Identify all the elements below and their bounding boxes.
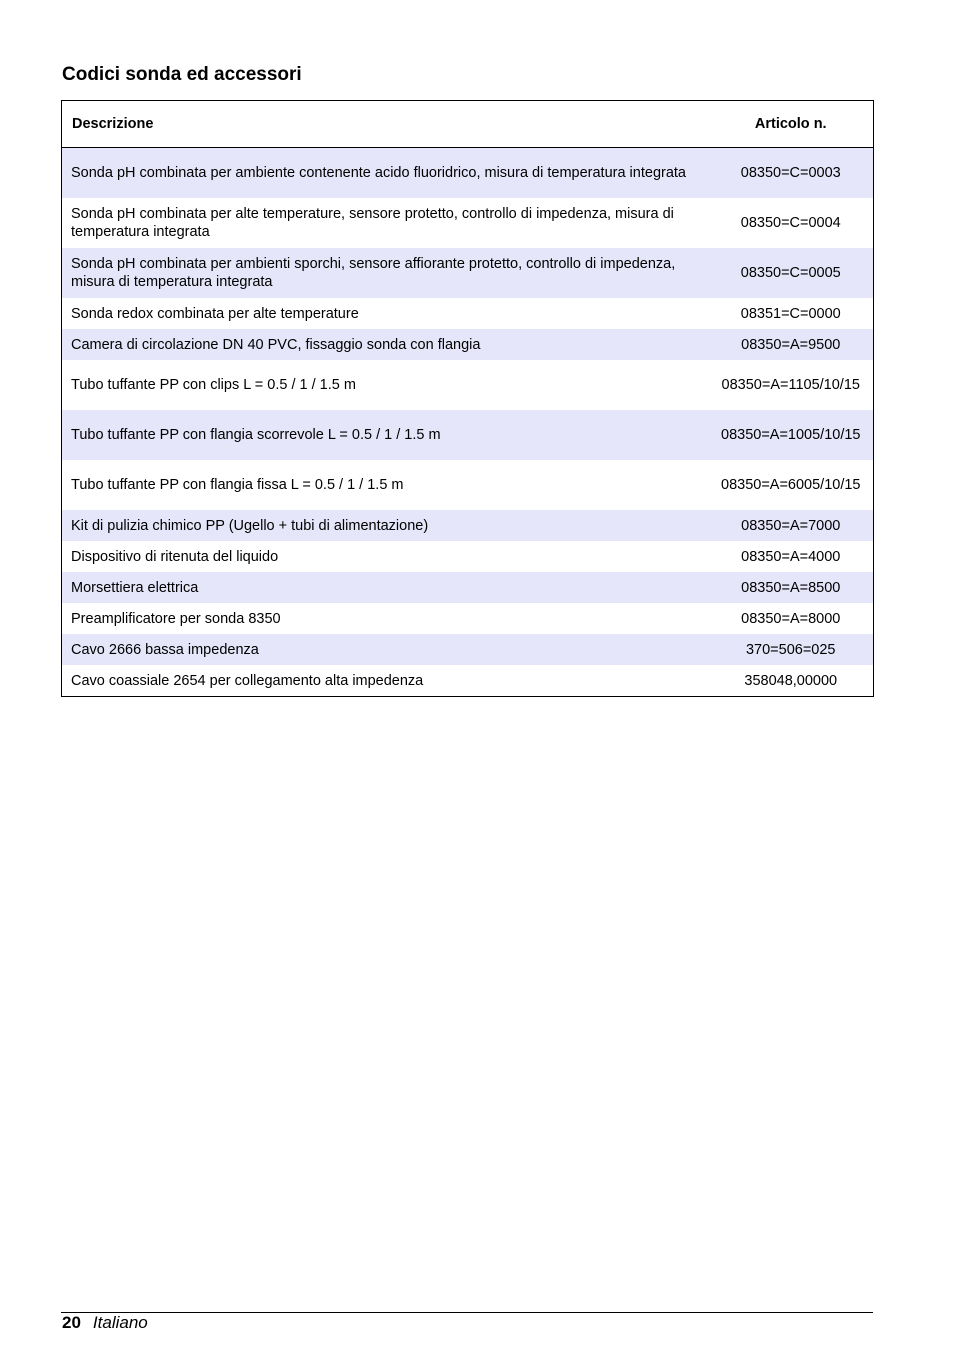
row-description: Preamplificatore per sonda 8350 xyxy=(62,603,709,634)
table-row xyxy=(62,198,874,248)
row-article-number: 08350=C=0004 xyxy=(709,198,874,248)
row-description: Tubo tuffante PP con flangia fissa L = 0.5 / 1 / 1.5 m xyxy=(62,460,709,510)
row-description: Tubo tuffante PP con flangia scorrevole L = 0.5 / 1 / 1.5 m xyxy=(62,410,709,460)
row-article-number: 08350=A=9500 xyxy=(709,329,874,360)
row-article-number: 08350=A=8500 xyxy=(709,572,874,603)
row-description: Cavo 2666 bassa impedenza xyxy=(62,634,709,665)
table-row xyxy=(62,298,874,329)
row-article-number: 08350=A=6005/10/15 xyxy=(709,460,874,510)
table-row xyxy=(62,603,874,634)
table-row xyxy=(62,665,874,697)
table-row xyxy=(62,410,874,460)
column-header-article: Articolo n. xyxy=(709,101,874,148)
section-title: Codici sonda ed accessori xyxy=(62,64,302,85)
table-row xyxy=(62,541,874,572)
table-row xyxy=(62,634,874,665)
table-header-row xyxy=(62,101,874,148)
row-description: Cavo coassiale 2654 per collegamento alta impedenza xyxy=(62,665,709,697)
row-article-number: 08350=A=8000 xyxy=(709,603,874,634)
table-row xyxy=(62,510,874,541)
row-article-number: 08350=C=0003 xyxy=(709,148,874,199)
row-article-number: 08350=A=4000 xyxy=(709,541,874,572)
row-description: Sonda redox combinata per alte temperature xyxy=(62,298,709,329)
table-row xyxy=(62,248,874,298)
accessories-table xyxy=(61,100,874,697)
row-article-number: 08350=A=1005/10/15 xyxy=(709,410,874,460)
row-article-number: 08351=C=0000 xyxy=(709,298,874,329)
row-description: Sonda pH combinata per alte temperature, sensore protetto, controllo di impedenza, misura di temperatura integrata xyxy=(62,198,709,248)
footer-language: Italiano xyxy=(92,1313,148,1332)
row-description: Dispositivo di ritenuta del liquido xyxy=(62,541,709,572)
table-row xyxy=(62,460,874,510)
row-article-number: 370=506=025 xyxy=(709,634,874,665)
page-footer xyxy=(62,1313,148,1333)
column-header-description: Descrizione xyxy=(62,101,709,148)
row-description: Kit di pulizia chimico PP (Ugello + tubi di alimentazione) xyxy=(62,510,709,541)
row-description: Tubo tuffante PP con clips L = 0.5 / 1 / 1.5 m xyxy=(62,360,709,410)
row-article-number: 08350=A=7000 xyxy=(709,510,874,541)
row-article-number: 08350=C=0005 xyxy=(709,248,874,298)
table-row xyxy=(62,148,874,199)
row-article-number: 358048,00000 xyxy=(709,665,874,697)
table-row xyxy=(62,572,874,603)
row-article-number: 08350=A=1105/10/15 xyxy=(709,360,874,410)
table-row xyxy=(62,360,874,410)
row-description: Sonda pH combinata per ambiente contenente acido fluoridrico, misura di temperatura integrata xyxy=(62,148,709,199)
table-row xyxy=(62,329,874,360)
row-description: Camera di circolazione DN 40 PVC, fissaggio sonda con flangia xyxy=(62,329,709,360)
row-description: Sonda pH combinata per ambienti sporchi, sensore affiorante protetto, controllo di impedenza, misura di temperatura integrata xyxy=(62,248,709,298)
footer-divider xyxy=(61,1312,873,1313)
accessories-table-wrapper xyxy=(61,100,873,697)
row-description: Morsettiera elettrica xyxy=(62,572,709,603)
page-number: 20 xyxy=(62,1313,81,1332)
